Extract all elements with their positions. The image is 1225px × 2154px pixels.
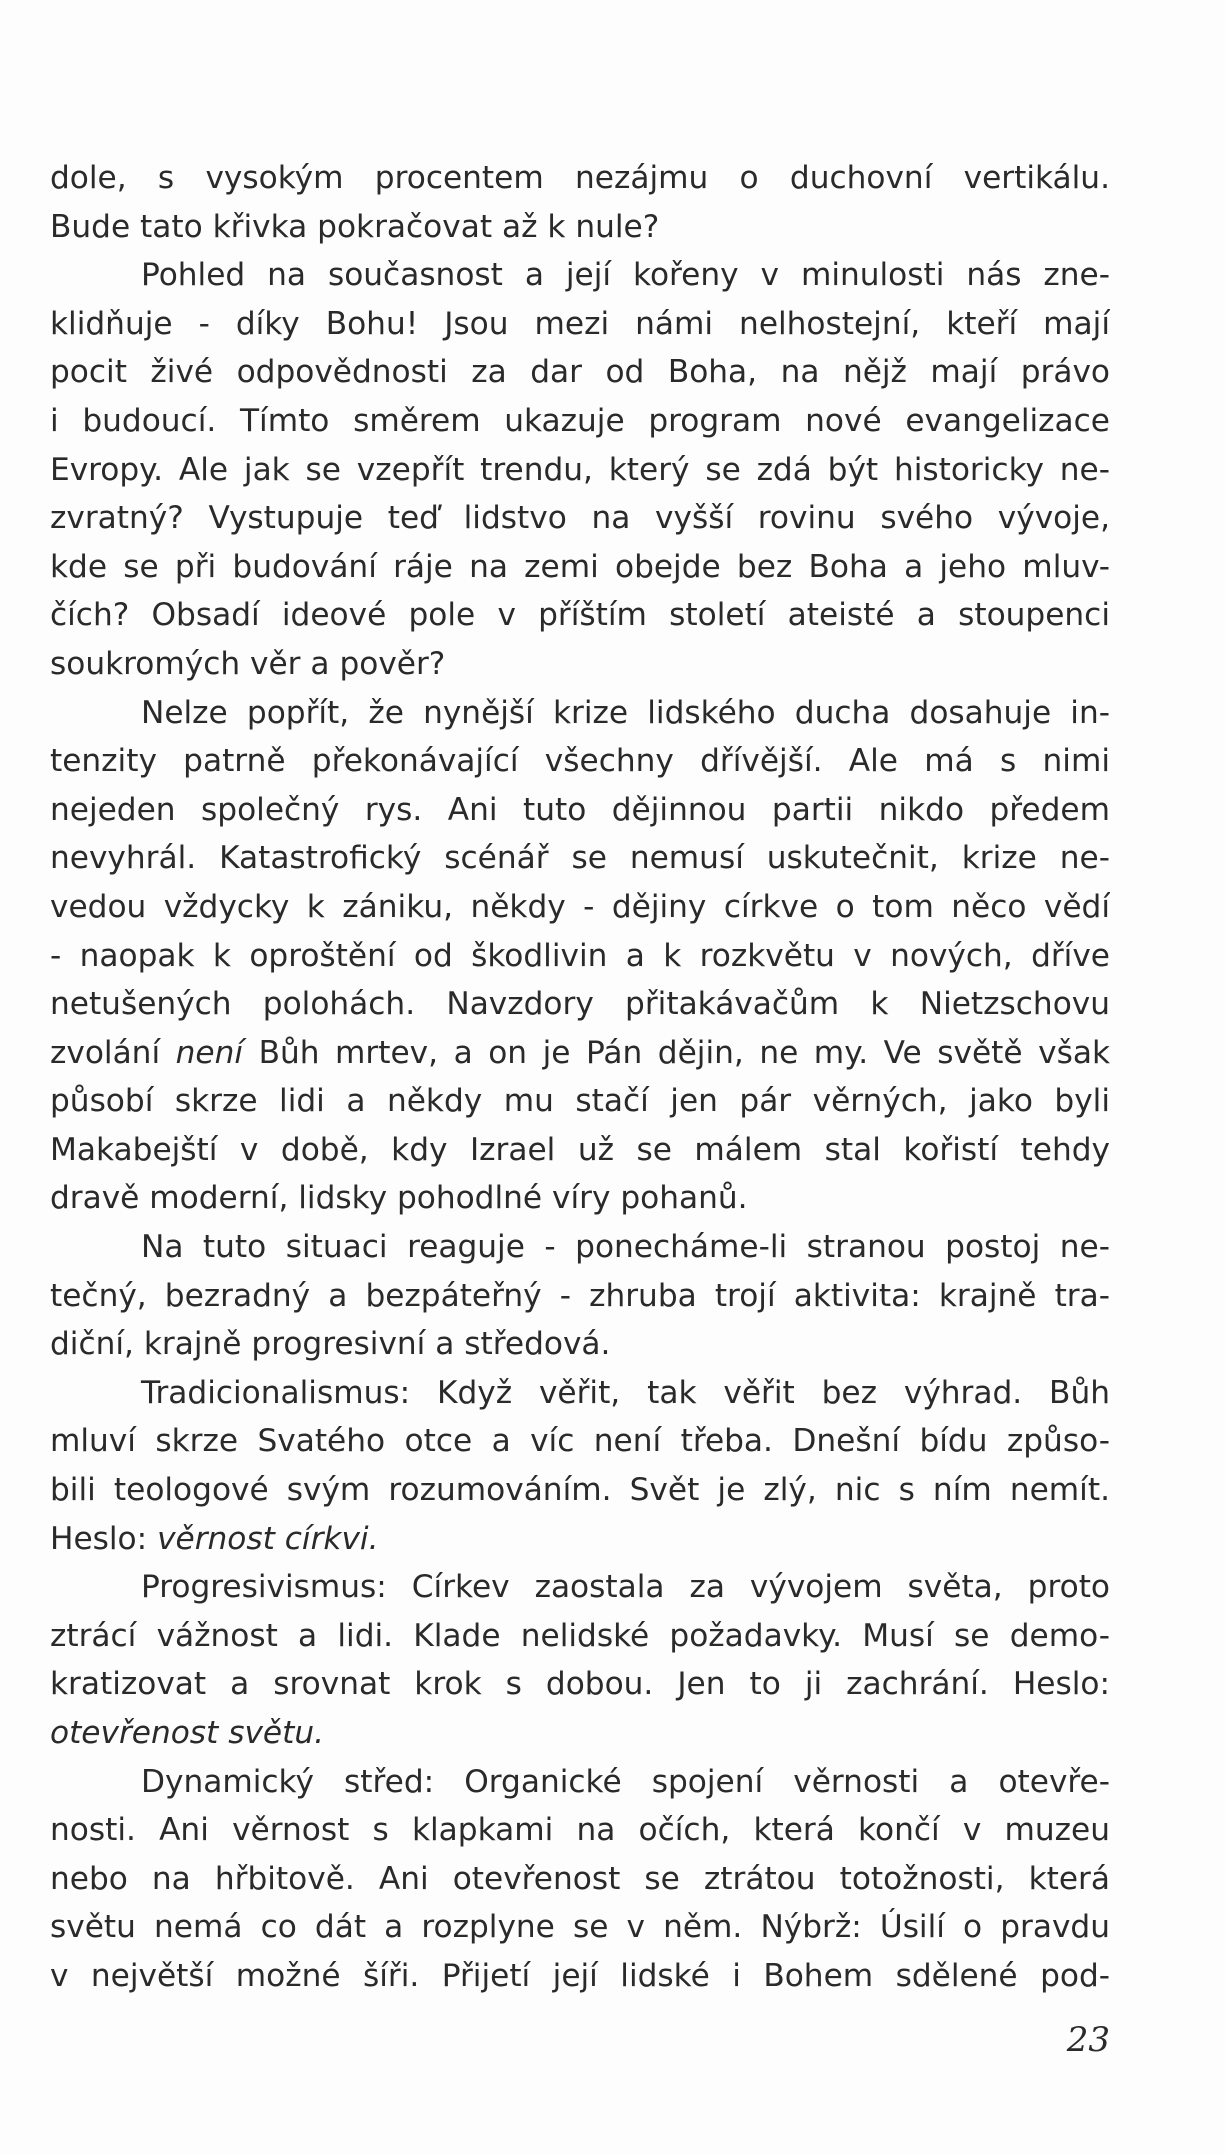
text-line: mluví skrze Svatého otce a víc není třeba. Dnešní bídu způso- — [50, 1423, 1110, 1460]
text-line — [50, 1029, 1110, 1078]
italic-text: není — [175, 1034, 244, 1071]
text-line — [50, 1515, 1110, 1564]
text-segment: zvolání — [50, 1034, 176, 1071]
text-line: Na tuto situaci reaguje - ponecháme-li stranou postoj ne- — [141, 1229, 1110, 1266]
text-line: klidňuje - díky Bohu! Jsou mezi námi nelhostejní, kteří mají — [50, 305, 1110, 342]
text-line: bili teologové svým rozumováním. Svět je zlý, nic s ním nemít. — [50, 1472, 1110, 1509]
text-line: Dynamický střed: Organické spojení věrnosti a otevře- — [141, 1763, 1110, 1800]
text-line: nebo na hřbitově. Ani otevřenost se ztrátou totožnosti, která — [50, 1860, 1110, 1897]
text-line: v největší možné šíři. Přijetí její lidské i Bohem sdělené pod- — [50, 1957, 1110, 1994]
text-line: Progresivismus: Církev zaostala za vývojem světa, proto — [141, 1569, 1110, 1606]
italic-text: otevřenost světu. — [50, 1715, 325, 1751]
text-segment: Heslo: — [50, 1520, 158, 1557]
body-text — [50, 154, 1110, 2001]
text-line: soukromých věr a pověr? — [50, 645, 446, 682]
text-line: Bude tato křivka pokračovat až k nule? — [50, 208, 660, 245]
text-line: zvratný? Vystupuje teď lidstvo na vyšší rovinu svého vývoje, — [50, 500, 1110, 537]
text-segment: Bůh mrtev, a on je Pán dějin, ne my. Ve světě však — [243, 1034, 1110, 1071]
text-line: působí skrze lidi a někdy mu stačí jen pár věrných, jako byli — [50, 1083, 1110, 1120]
text-line: Tradicionalismus: Když věřit, tak věřit bez výhrad. Bůh — [141, 1374, 1110, 1411]
text-line: dole, s vysokým procentem nezájmu o duchovní vertikálu. — [50, 160, 1110, 196]
text-line: - naopak k oproštění od škodlivin a k rozkvětu v nových, dříve — [50, 937, 1110, 974]
italic-text: věrnost církvi. — [157, 1520, 379, 1557]
text-line: Makabejští v době, kdy Izrael už se málem stal kořistí tehdy — [50, 1131, 1110, 1168]
text-line: kde se při budování ráje na zemi obejde bez Boha a jeho mluv- — [50, 548, 1110, 585]
page-number: 23 — [1066, 2020, 1110, 2060]
text-line: Evropy. Ale jak se vzepřít trendu, který se zdá být historicky ne- — [50, 451, 1110, 488]
text-line: ztrácí vážnost a lidi. Klade nelidské požadavky. Musí se demo- — [50, 1617, 1110, 1654]
text-line: i budoucí. Tímto směrem ukazuje program nové evangelizace — [50, 402, 1110, 439]
text-line: tečný, bezradný a bezpáteřný - zhruba trojí aktivita: krajně tra- — [50, 1277, 1110, 1314]
text-line: Pohled na současnost a její kořeny v minulosti nás zne- — [141, 257, 1110, 294]
text-line: nejeden společný rys. Ani tuto dějinnou partii nikdo předem — [50, 791, 1110, 828]
text-line: diční, krajně progresivní a středová. — [50, 1326, 611, 1363]
text-line: Nelze popřít, že nynější krize lidského ducha dosahuje in- — [141, 694, 1110, 731]
text-line: pocit živé odpovědnosti za dar od Boha, na nějž mají právo — [50, 354, 1110, 391]
text-line: světu nemá co dát a rozplyne se v něm. Nýbrž: Úsilí o pravdu — [50, 1909, 1110, 1946]
text-line: nevyhrál. Katastrofický scénář se nemusí uskutečnit, krize ne- — [50, 840, 1110, 877]
text-line: kratizovat a srovnat krok s dobou. Jen to ji zachrání. Heslo: — [50, 1666, 1110, 1703]
text-line: dravě moderní, lidsky pohodlné víry pohanů. — [50, 1180, 748, 1217]
text-line: netušených polohách. Navzdory přitakávačům k Nietzschovu — [50, 986, 1110, 1023]
text-line — [50, 1709, 1110, 1758]
text-line: tenzity patrně překonávající všechny dřívější. Ale má s nimi — [50, 743, 1110, 780]
text-line: čích? Obsadí ideové pole v příštím století ateisté a stoupenci — [50, 597, 1110, 634]
text-line: nosti. Ani věrnost s klapkami na očích, která končí v muzeu — [50, 1812, 1110, 1849]
text-line: vedou vždycky k zániku, někdy - dějiny církve o tom něco vědí — [50, 888, 1110, 925]
